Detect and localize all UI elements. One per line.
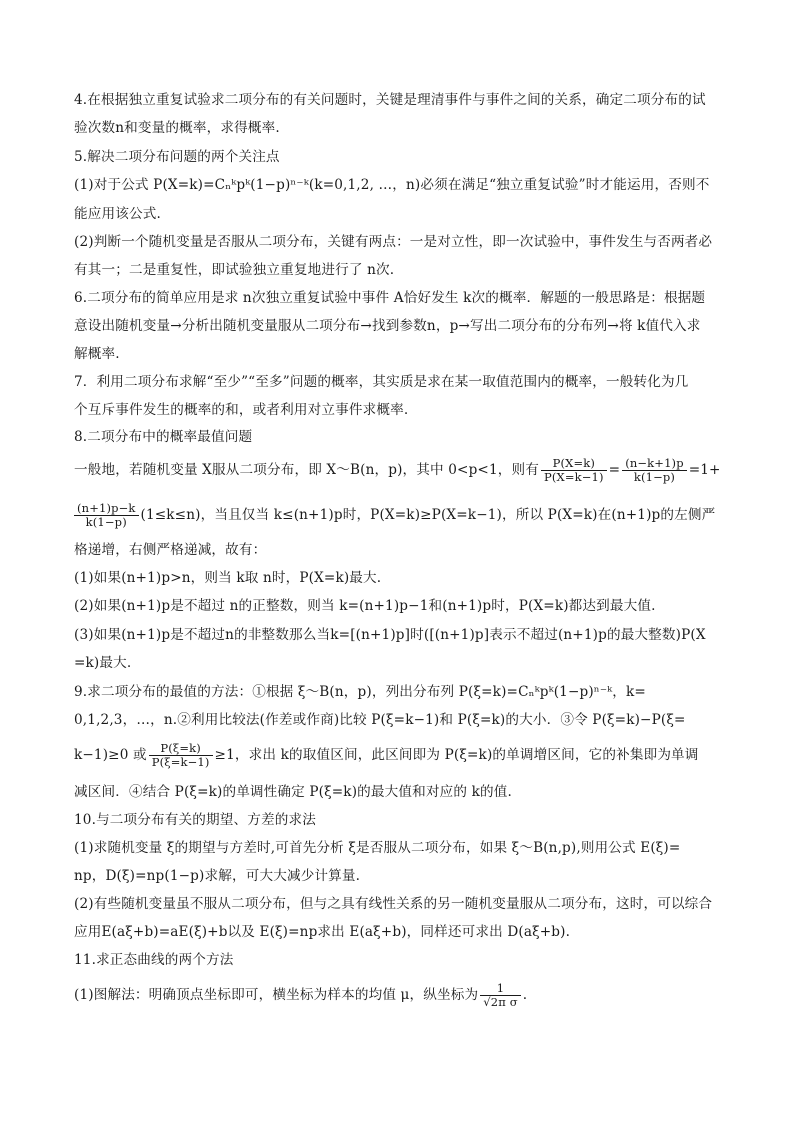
section-heading-11: 11.求正态曲线的两个方法 <box>74 952 234 968</box>
text-segment: . <box>522 987 528 1003</box>
text-line: 个互斥事件发生的概率的和，或者利用对立事件求概率. <box>74 402 409 418</box>
formula-line <box>74 502 715 529</box>
text-line: 4.在根据独立重复试验求二项分布的有关问题时，关键是理清事件与事件之间的关系，确定二项分布的试 <box>74 92 706 108</box>
text-line: np，D(ξ)=np(1−p)求解，可大大减少计算量. <box>74 868 361 884</box>
text-segment: (1)图解法：明确顶点坐标即可，横坐标为样本的均值 μ，纵坐标为 <box>74 987 479 1003</box>
text-segment: =1+ <box>688 462 721 478</box>
section-heading-10: 10.与二项分布有关的期望、方差的求法 <box>74 812 316 828</box>
formula-line <box>74 982 527 1009</box>
text-line: (2)有些随机变量虽不服从二项分布，但与之具有线性关系的另一随机变量服从二项分布，这时，可以综合 <box>74 896 713 912</box>
text-line: 0,1,2,3，…，n.②利用比较法(作差或作商)比较 P(ξ=k−1)和 P(ξ=k)的大小．③令 P(ξ=k)−P(ξ= <box>74 712 686 728</box>
text-line: (3)如果(n+1)p是不超过n的非整数那么当k=[(n+1)p]时([(n+1)p]表示不超过(n+1)p的最大整数)P(X <box>74 627 706 643</box>
section-heading-8: 8.二项分布中的概率最值问题 <box>74 429 253 445</box>
fraction <box>541 457 607 484</box>
fraction <box>622 457 687 484</box>
fraction-denominator: P(ξ=k−1) <box>151 755 210 769</box>
text-line: 解概率. <box>74 346 120 362</box>
formula-line <box>74 457 721 484</box>
section-heading-5: 5.解决二项分布问题的两个关注点 <box>74 149 280 165</box>
text-line: 7．利用二项分布求解“至少”“至多”问题的概率，其实质是求在某一取值范围内的概率，一般转化为几 <box>74 374 689 390</box>
fraction <box>480 982 520 1009</box>
text-line: 应用E(aξ+b)=aE(ξ)+b以及 E(ξ)=np求出 E(aξ+b)，同样还可求出 D(aξ+b). <box>74 924 571 940</box>
text-segment: k−1)≥0 或 <box>74 747 147 763</box>
text-line: (2)判断一个随机变量是否服从二项分布，关键有两点：一是对立性，即一次试验中，事件发生与否两者必 <box>74 234 713 250</box>
text-segment: 一般地，若随机变量 X服从二项分布，即 X～B(n，p)，其中 0<p<1，则有 <box>74 462 539 478</box>
fraction-denominator: k(1−p) <box>633 470 676 484</box>
text-segment: ≥1，求出 k的取值区间，此区间即为 P(ξ=k)的单调增区间，它的补集即为单调 <box>214 747 699 763</box>
text-line: 9.求二项分布的最值的方法：①根据 ξ～B(n，p)，列出分布列 P(ξ=k)=Cₙᵏpᵏ(1−p)ⁿ⁻ᵏ，k= <box>74 684 646 700</box>
fraction-denominator: √2π σ <box>483 995 518 1009</box>
fraction <box>74 502 139 529</box>
text-line: 6.二项分布的简单应用是求 n次独立重复试验中事件 A恰好发生 k次的概率．解题的一般思路是：根据题 <box>74 290 706 306</box>
fraction-numerator: P(X=k) <box>541 457 607 471</box>
text-line: (1)如果(n+1)p>n，则当 k取 n时，P(X=k)最大. <box>74 570 382 586</box>
text-segment: = <box>608 462 621 478</box>
text-line: =k)最大. <box>74 655 132 671</box>
fraction <box>149 742 213 769</box>
text-line: 格递增，右侧严格递减，故有： <box>74 542 267 558</box>
text-line: 能应用该公式. <box>74 206 161 222</box>
fraction-denominator: P(X=k−1) <box>544 470 604 484</box>
text-line: 有其一；二是重复性，即试验独立重复地进行了 n次. <box>74 262 395 278</box>
text-line: 意设出随机变量→分析出随机变量服从二项分布→找到参数n，p→写出二项分布的分布列→将 k值代入求 <box>74 318 701 334</box>
fraction-numerator: (n+1)p−k <box>74 502 139 516</box>
text-line: 减区间．④结合 P(ξ=k)的单调性确定 P(ξ=k)的最大值和对应的 k的值. <box>74 784 512 800</box>
text-line: (1)对于公式 P(X=k)=Cₙᵏpᵏ(1−p)ⁿ⁻ᵏ(k=0,1,2, …，n)必须在满足“独立重复试验”时才能运用，否则不 <box>74 177 710 193</box>
fraction-numerator: (n−k+1)p <box>622 457 687 471</box>
text-line: (2)如果(n+1)p是不超过 n的正整数，则当 k=(n+1)p−1和(n+1)p时，P(X=k)都达到最大值. <box>74 598 656 614</box>
fraction-numerator: P(ξ=k) <box>149 742 213 756</box>
text-line: (1)求随机变量 ξ的期望与方差时,可首先分析 ξ是否服从二项分布，如果 ξ～B(n,p),则用公式 E(ξ)= <box>74 840 681 856</box>
formula-line <box>74 742 699 769</box>
fraction-numerator: 1 <box>480 982 520 996</box>
text-segment: (1≤k≤n)，当且仅当 k≤(n+1)p时，P(X=k)≥P(X=k−1)，所以 P(X=k)在(n+1)p的左侧严 <box>140 507 716 523</box>
fraction-denominator: k(1−p) <box>85 515 127 529</box>
text-line: 验次数n和变量的概率，求得概率. <box>74 120 280 136</box>
